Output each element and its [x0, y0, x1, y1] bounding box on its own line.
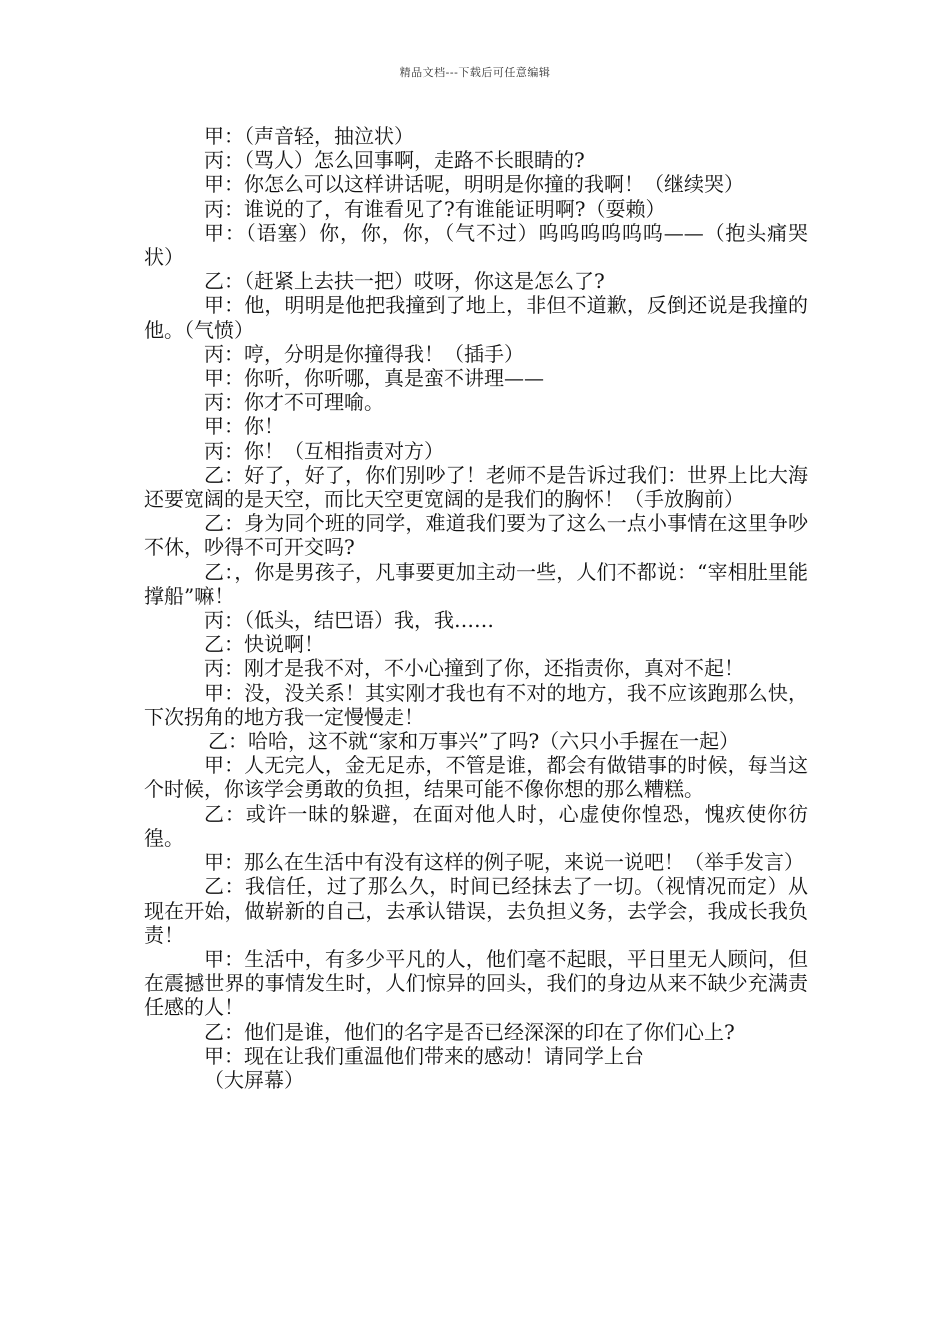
script-line: 乙：快说啊！ [204, 632, 324, 657]
script-line: 丙：哼，分明是你撞得我！（插手） [204, 341, 524, 366]
script-line: 乙：他们是谁，他们的名字是否已经深深的印在了你们心上? [204, 1019, 735, 1044]
script-line: 甲：没，没关系！其实刚才我也有不对的地方，我不应该跑那么快，下次拐角的地方我一定慢慢走！ [144, 680, 808, 729]
script-line: 乙：，你是男孩子，凡事要更加主动一些，人们不都说：“宰相肚里能撑船”嘛！ [144, 559, 808, 608]
script-line: 甲：人无完人，金无足赤，不管是谁，都会有做错事的时候，每当这个时候，你该学会勇敢的负担，结果可能不像你想的那么糟糕。 [144, 753, 808, 802]
script-line: 甲：你！ [204, 414, 284, 439]
script-line: 乙：（赶紧上去扶一把）哎呀，你这是怎么了? [204, 269, 605, 294]
script-line: 甲：你听，你听哪，真是蛮不讲理—— [204, 366, 544, 391]
script-line: 乙：哈哈，这不就“家和万事兴”了吗?（六只小手握在一起） [208, 729, 740, 754]
script-line: 乙：好了，好了，你们别吵了！老师不是告诉过我们：世界上比大海还要宽阔的是天空，而比天空更宽阔的是我们的胸怀！（手放胸前） [144, 462, 808, 512]
script-body [144, 124, 808, 1092]
script-line: 甲：生活中，有多少平凡的人，他们毫不起眼，平日里无人顾问，但在震撼世界的事情发生时，人们惊异的回头，我们的身边从来不缺少充满责任感的人！ [144, 946, 808, 1020]
script-line: 甲：现在让我们重温他们带来的感动！请同学上台 [204, 1043, 644, 1068]
script-line: 丙：刚才是我不对，不小心撞到了你，还指责你，真对不起！ [204, 656, 744, 681]
script-line: 丙：你！（互相指责对方） [204, 438, 444, 463]
script-line: 甲：（语塞）你，你，你，（气不过）呜呜呜呜呜呜——（抱头痛哭状） [144, 220, 808, 270]
script-line: 乙：我信任，过了那么久，时间已经抹去了一切。（视情况而定）从现在开始，做崭新的自己，去承认错误，去负担义务，去学会，我成长我负责！ [144, 874, 808, 947]
script-line: 丙：（低头，结巴语）我，我…… [204, 608, 494, 633]
script-line: 丙：谁说的了，有谁看见了?有谁能证明啊?（耍赖） [204, 196, 666, 221]
script-line: 甲：（声音轻，抽泣状） [204, 124, 414, 148]
page-header: 精品文档---下载后可任意编辑 [399, 66, 551, 79]
script-line: 乙：或许一昧的躲避，在面对他人时，心虚使你惶恐，愧疚使你彷徨。 [144, 801, 808, 850]
script-line: 乙：身为同个班的同学，难道我们要为了这么一点小事情在这里争吵不休，吵得不可开交吗? [144, 511, 808, 560]
script-line: （大屏幕） [204, 1067, 304, 1092]
script-line: 甲：他，明明是他把我撞到了地上，非但不道歉，反倒还说是我撞的他。（气愤） [144, 293, 808, 342]
script-line: 甲：你怎么可以这样讲话呢，明明是你撞的我啊！（继续哭） [204, 172, 744, 197]
script-line: 甲：那么在生活中有没有这样的例子呢，来说一说吧！（举手发言） [204, 850, 804, 875]
script-line: 丙：（骂人）怎么回事啊，走路不长眼睛的? [204, 148, 585, 173]
script-line: 丙：你才不可理喻。 [204, 390, 384, 415]
